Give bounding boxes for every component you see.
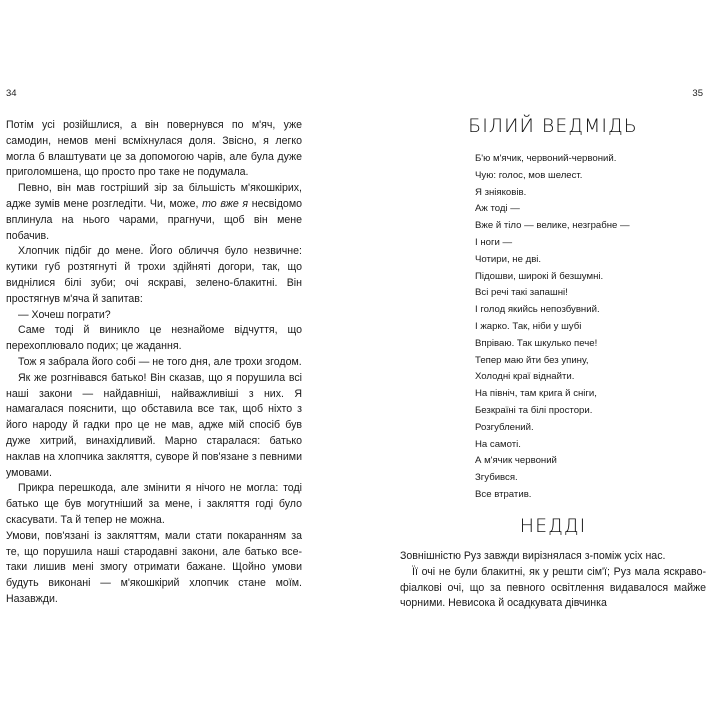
poem-line: Чотири, не дві. <box>475 253 542 265</box>
poem-line: Тепер маю йти без упину, <box>475 354 589 366</box>
paragraph: Прикра перешкода, але змінити я нічого не могла: тоді батько ще був могутніший за мене, і закляття годі було скасувати. Та й тепер не можна. <box>6 482 302 526</box>
poem-line: На самоті. <box>475 438 521 450</box>
poem-line: Всі речі такі запашні! <box>475 287 568 299</box>
poem-line: Впріваю. Так шкулько пече! <box>475 337 598 349</box>
page-number-left: 34 <box>6 88 17 99</box>
left-page-text <box>6 118 302 608</box>
paragraph: Її очі не були блакитні, як у решти сім'ї; Руз мала яскраво-фіалкові очі, що за певного освітлення видавалося майже чорними. Невисока й осадкувата дівчинка <box>400 565 706 610</box>
paragraph: Саме тоді й виникло це незнайоме відчуття, що перехоплювало подих; це жадання. <box>6 324 302 353</box>
paragraph: Як же розгнівався батько! Він сказав, що я порушила всі наші закони — найдавніші, найважливіші з них. Я намагалася пояснити, що обставила все так, щоб ніхто з його народу й гадки про це не мав, адже мій спосіб був дуже хитрий, винахідливий. Марно старалася: батько наклав на хлопчика закляття, суворе й пов'язане з певними умовами. <box>6 371 302 479</box>
poem <box>475 151 695 504</box>
paragraph: Тож я забрала його собі — не того дня, але трохи згодом. <box>18 355 302 368</box>
poem-line: А м'ячик червоний <box>475 455 557 467</box>
paragraph: Потім усі розійшлися, а він повернувся по м'яч, уже самодин, немов мені всміхнулася доля. Звісно, я легко могла б влаштувати це за допомогою чарів, але була дуже приголомшена, що просто про таке не подумала. <box>6 119 302 179</box>
poem-line: І голод якийсь непозбувний. <box>475 304 600 316</box>
dialogue-line: — Хочеш пограти? <box>18 308 111 321</box>
poem-line: Згубився. <box>475 472 518 484</box>
poem-line: Вже й тіло — велике, незграбне — <box>475 220 630 232</box>
section-title: НЕДДІ <box>519 515 587 537</box>
poem-line: Чую: голос, мов шелест. <box>475 169 583 181</box>
poem-line: Розгублений. <box>475 421 534 433</box>
paragraph: Зовнішністю Руз завжди вирізнялася з-поміж усіх нас. <box>400 550 666 562</box>
poem-line: Я зніяковів. <box>475 186 527 198</box>
italic-emphasis: то вже я <box>202 197 249 210</box>
poem-title: БІЛИЙ ВЕДМІДЬ <box>468 115 638 137</box>
poem-line: Аж тоді — <box>475 203 520 215</box>
paragraph: Хлопчик підбіг до мене. Його обличчя було незвичне: кутики губ розтягнуті й трохи здійняті догори, так, що виднілися білі зуби; очі яскраві, зелено-блакитні. Він простягнув м'яча й запитав: <box>6 245 302 305</box>
poem-line: Холодні краї віднайти. <box>475 371 575 383</box>
poem-line: На північ, там крига й сніги, <box>475 388 597 400</box>
poem-line: І ноги — <box>475 236 513 248</box>
page-number-right: 35 <box>692 88 703 99</box>
poem-line: Б'ю м'ячик, червоний-червоний. <box>475 153 617 164</box>
poem-line: Безкраїні та білі простори. <box>475 404 593 416</box>
poem-line: Все втратив. <box>475 488 532 500</box>
paragraph: Певно, він мав гостріший зір за більшість м'якошкірих, адже зумів мене розгледіти. Чи, може, то вже я несвідомо вплинула на нього чарами, прагнучи, щоб він мене побачив. <box>6 182 302 242</box>
poem-line: Підошви, широкі й безшумні. <box>475 270 604 282</box>
right-page-text <box>400 549 706 612</box>
poem-line: І жарко. Так, ніби у шубі <box>475 320 582 332</box>
paragraph: Умови, пов'язані із закляттям, мали стати покаранням за те, що порушила наші стародавні закони, але батько все-таки лишив мені змогу отримати бажане. Щойно умови будуть виконані — м'якошкірий хлопчик стане моїм. Назавжди. <box>6 529 302 605</box>
